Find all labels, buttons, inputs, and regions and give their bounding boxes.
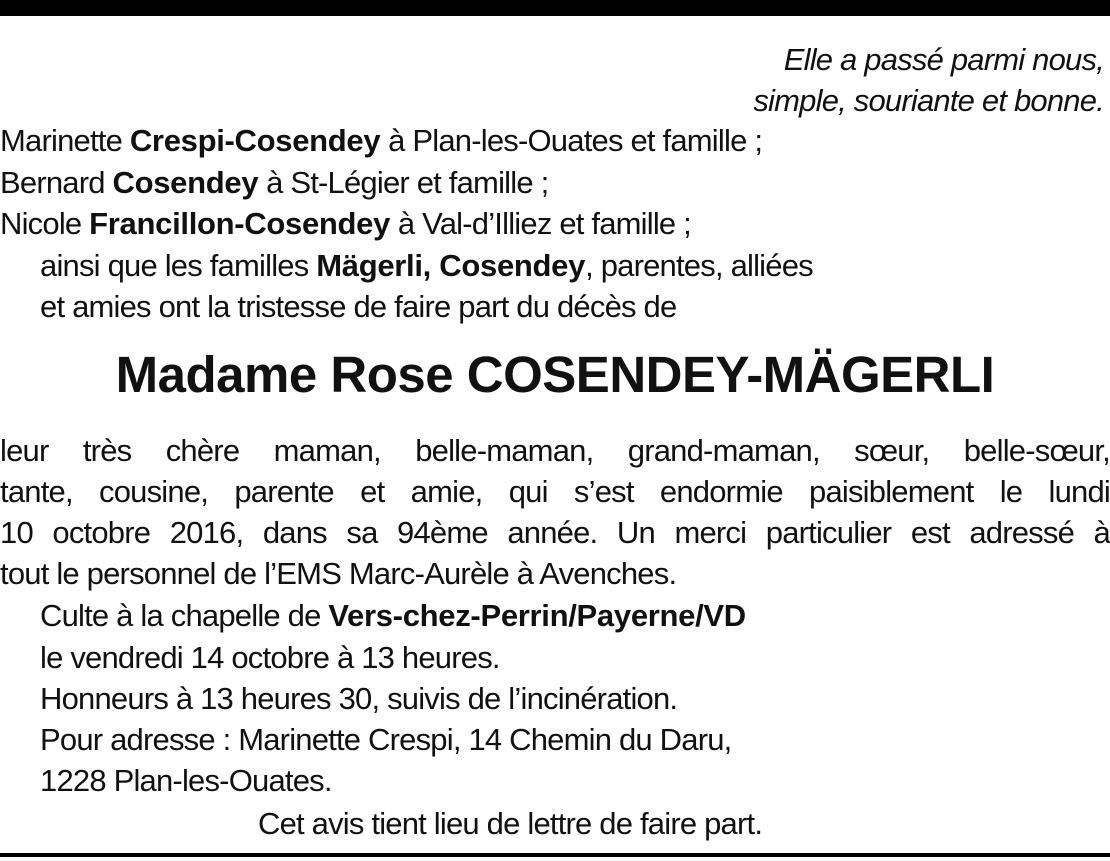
family-surname: Crespi-Cosendey [129,123,381,158]
address-line-1: Pour adresse : Marinette Crespi, 14 Chemin du Daru, [40,722,732,757]
family-location: à St-Légier et famille ; [258,165,549,200]
family-first-name: Bernard [0,165,113,200]
service-place: Vers-chez-Perrin/Payerne/VD [328,598,746,633]
service-location-line [40,596,746,636]
address-line-2: 1228 Plan-les-Ouates. [40,763,332,798]
body-line-4: tout le personnel de l’EMS Marc-Aurèle à Avenches. [0,556,677,591]
family-line-bernard [0,163,548,203]
body-line-3: 10 octobre 2016, dans sa 94ème année. Un merci particulier est adressé à [0,515,1110,550]
epitaph-line-1: Elle a passé parmi nous, [783,42,1104,77]
families-prefix: ainsi que les familles [40,248,317,283]
family-line-marinette [0,121,762,161]
service-honours-line: Honneurs à 13 heures 30, suivis de l’incinération. [40,681,678,716]
top-border-rule [0,0,1110,16]
family-first-name: Nicole [0,206,90,241]
families-names: Mägerli, Cosendey [316,248,586,283]
families-suffix: , parentes, alliées [585,248,813,283]
epitaph-line-2: simple, souriante et bonne. [753,83,1104,118]
service-date-line: le vendredi 14 octobre à 13 heures. [40,640,500,675]
family-location: à Val-d’Illiez et famille ; [390,206,691,241]
body-line-2: tante, cousine, parente et amie, qui s’est endormie paisiblement le lundi [0,474,1110,509]
families-line [40,246,813,286]
family-surname: Cosendey [112,165,259,200]
deceased-name-heading: Madame Rose COSENDEY-MÄGERLI [115,346,995,403]
announcement-line: et amies ont la tristesse de faire part du décès de [40,289,677,324]
family-first-name: Marinette [0,123,130,158]
service-prefix: Culte à la chapelle de [40,598,329,633]
bottom-border-rule [0,853,1110,857]
family-line-nicole [0,204,691,244]
family-location: à Plan-les-Ouates et famille ; [380,123,763,158]
family-surname: Francillon-Cosendey [89,206,391,241]
closing-note: Cet avis tient lieu de lettre de faire part. [258,806,763,841]
body-line-1: leur très chère maman, belle-maman, grand-maman, sœur, belle-sœur, [0,433,1110,468]
